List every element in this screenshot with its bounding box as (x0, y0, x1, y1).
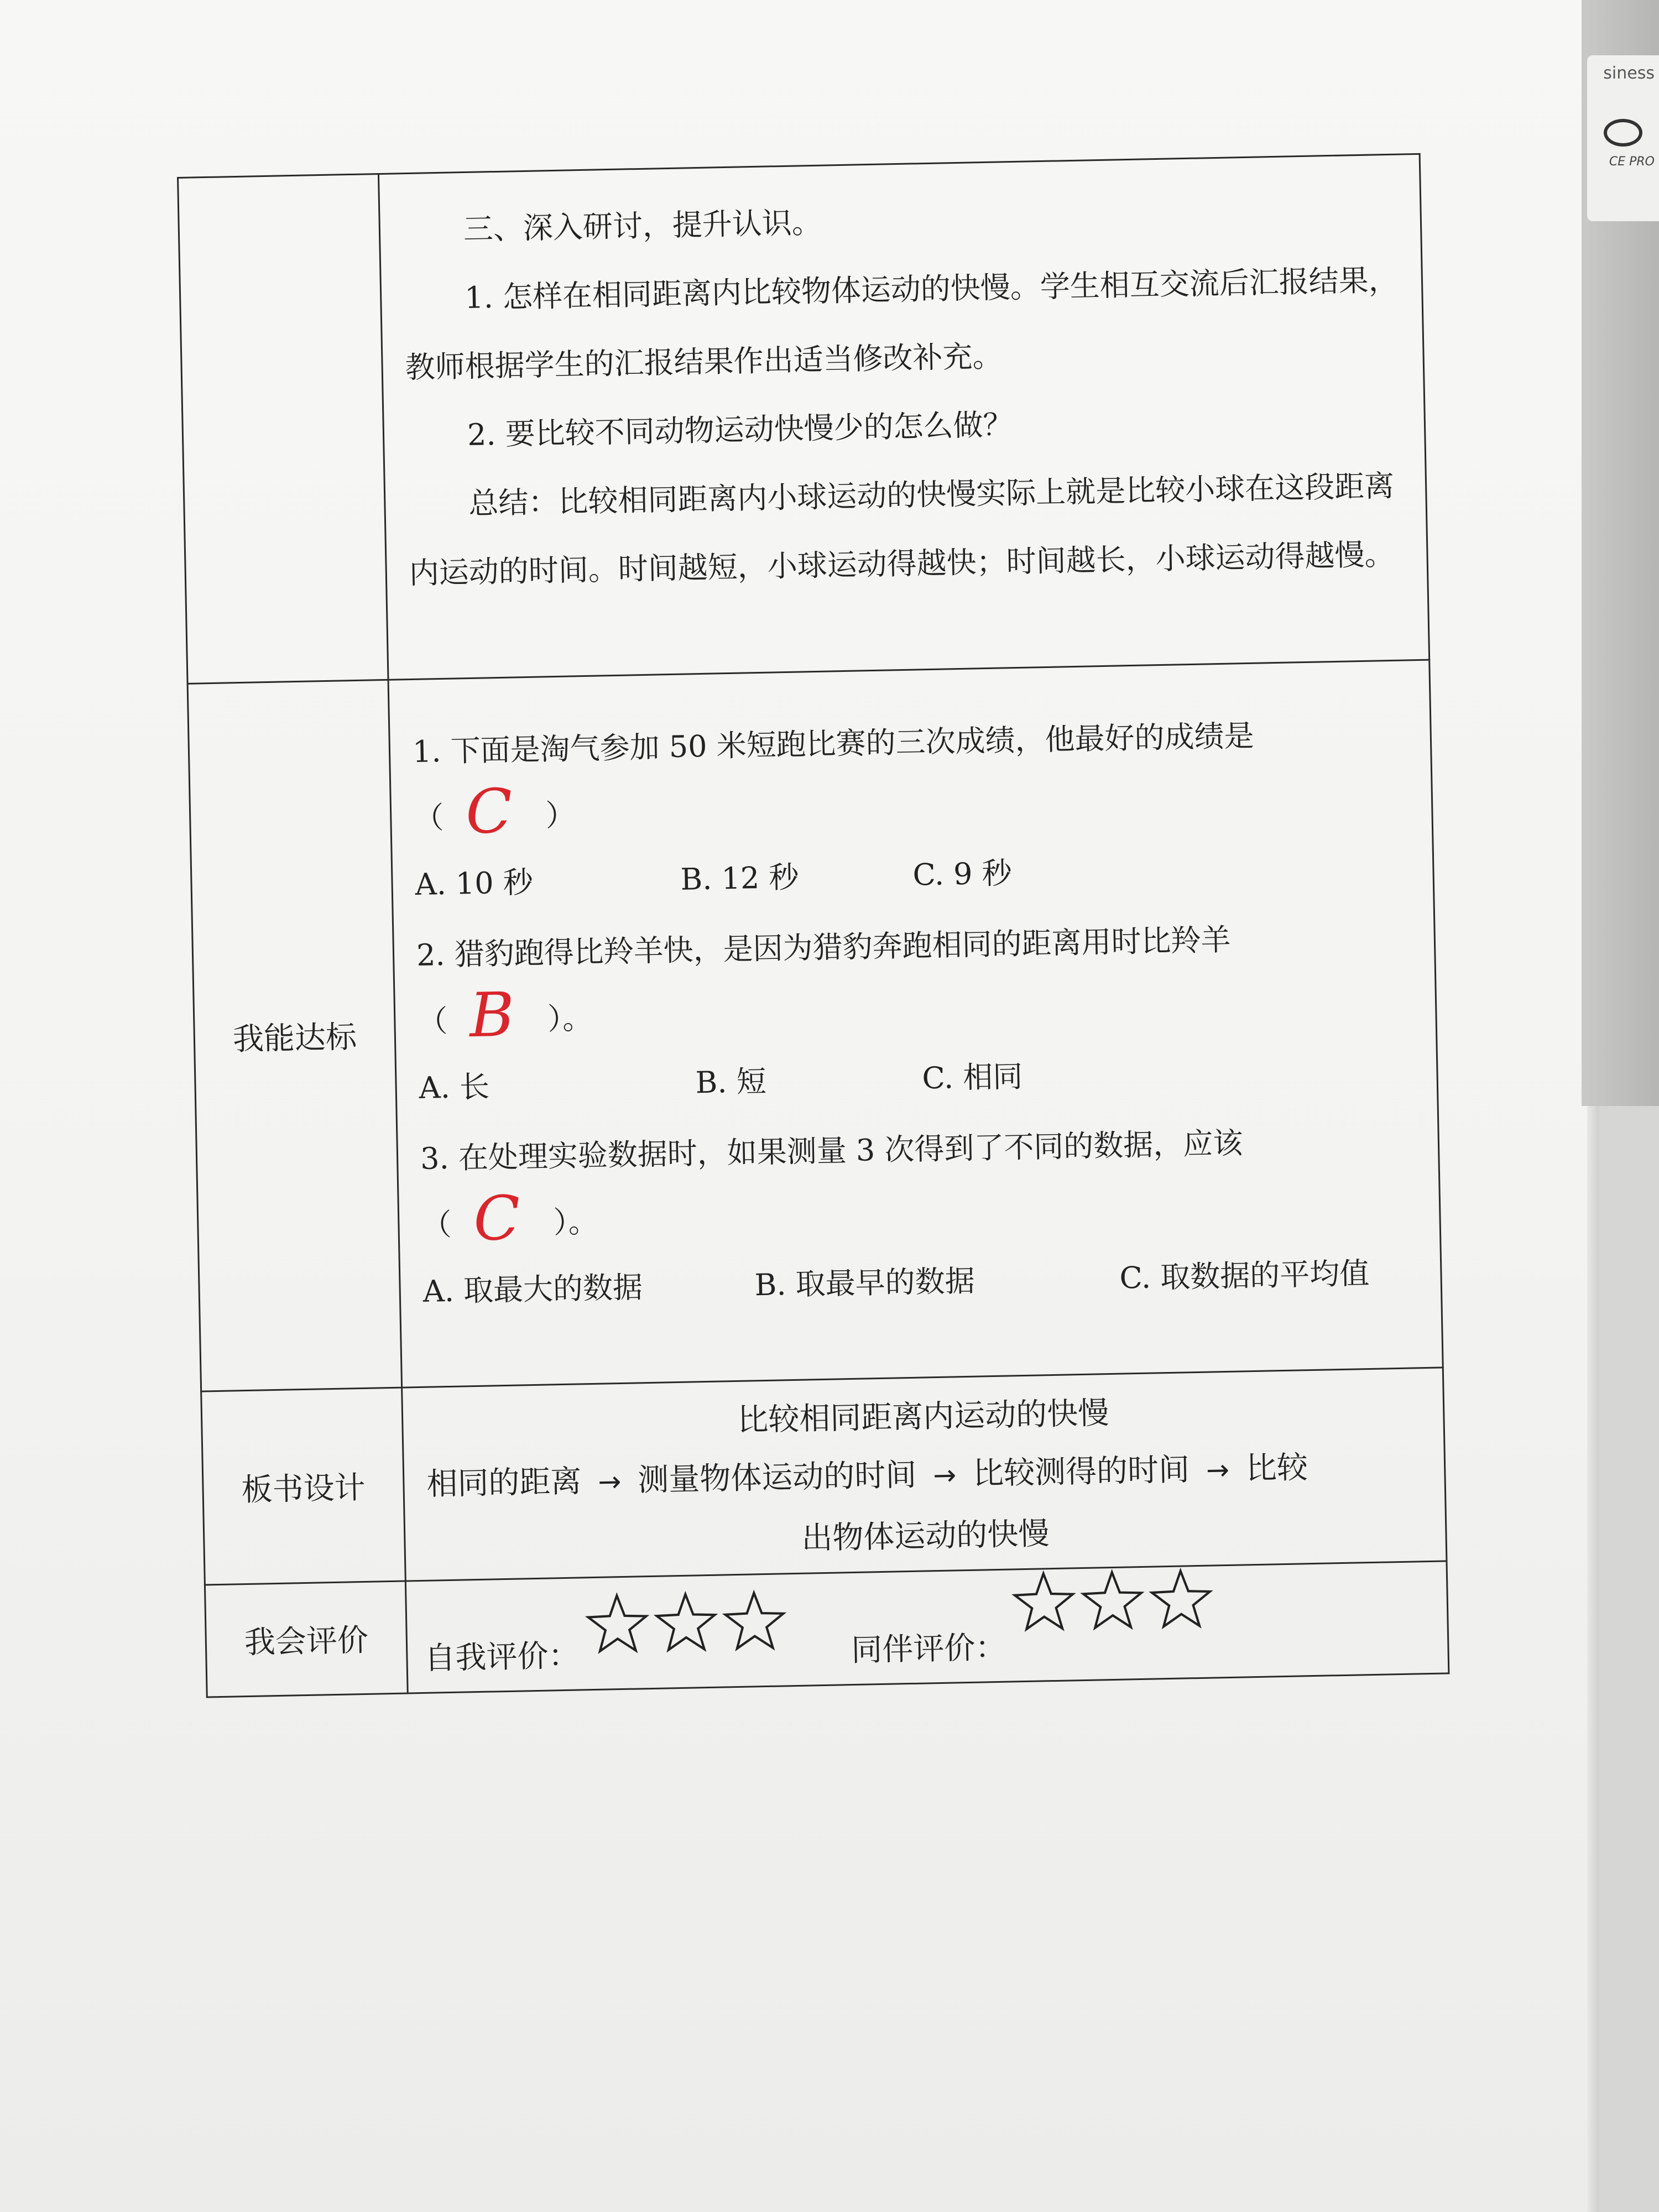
arrow-right-icon: → (1206, 1453, 1230, 1486)
question-2-option-c: C. 相同 (921, 1058, 1023, 1096)
board-step-4: 比较 (1245, 1449, 1308, 1487)
question-2-option-b: B. 短 (695, 1063, 767, 1100)
star-icon (721, 1588, 788, 1656)
question-1-option-a: A. 10 秒 (415, 864, 534, 902)
question-2-open-paren: （ (417, 1003, 448, 1039)
question-2-option-a: A. 长 (419, 1069, 490, 1105)
question-2-answer: B (468, 979, 515, 1051)
board-title: 比较相同距离内运动的快慢 (737, 1395, 1109, 1438)
question-3-open-paren: （ (421, 1207, 452, 1243)
question-3-text: 3. 在处理实验数据时，如果测量 3 次得到了不同的数据，应该 (420, 1125, 1243, 1176)
target-content-cell (388, 660, 1443, 1387)
target-label: 我能达标 (187, 680, 402, 1391)
star-icon (1079, 1568, 1146, 1635)
question-1-open-paren: （ (413, 800, 444, 836)
board-row (201, 1368, 1447, 1585)
board-step-2: 测量物体运动的时间 (637, 1457, 917, 1499)
self-evaluation-stars (583, 1588, 790, 1658)
evaluation-content-cell (405, 1561, 1449, 1693)
question-1-option-b: B. 12 秒 (680, 859, 800, 897)
question-1-text: 1. 下面是淘气参加 50 米短跑比赛的三次成绩，他最好的成绩是 (412, 718, 1255, 770)
star-icon (1147, 1566, 1215, 1634)
star-icon (652, 1590, 719, 1657)
question-1-answer: C (465, 775, 513, 848)
board-flow-tail: 出物体运动的快慢 (801, 1516, 1050, 1557)
board-step-1: 相同的距离 (426, 1463, 582, 1503)
device-sub-label: CE PRO (1609, 155, 1655, 169)
question-3-option-c: C. 取数据的平均值 (1119, 1255, 1370, 1296)
question-3-option-a: A. 取最大的数据 (422, 1270, 643, 1309)
device-logo-icon (1604, 119, 1642, 147)
question-3-answer: C (473, 1182, 521, 1255)
research-row (178, 154, 1430, 684)
peer-evaluation (850, 1566, 1218, 1670)
evaluation-label: 我会评价 (205, 1581, 408, 1697)
self-evaluation-label: 自我评价： (424, 1637, 580, 1677)
lesson-plan-table (177, 153, 1444, 1697)
target-row (187, 660, 1443, 1391)
research-content-cell (378, 154, 1429, 680)
question-1-close-paren: ） (545, 797, 576, 833)
self-evaluation (423, 1588, 791, 1678)
background-device (1582, 0, 1659, 1106)
peer-evaluation-stars (1010, 1566, 1217, 1636)
question-3-option-b: B. 取最早的数据 (754, 1263, 975, 1303)
board-content-cell (402, 1368, 1447, 1581)
question-2-close-paren: ）。 (547, 1000, 593, 1037)
board-label: 板书设计 (201, 1387, 406, 1585)
star-icon (1010, 1569, 1078, 1636)
research-summary: 总结：比较相同距离内小球运动的快慢实际上就是比较小球在这段距离内运动的时间。时间越短，小球运动得越快；时间越长，小球运动得越慢。 (409, 468, 1395, 591)
arrow-right-icon: → (932, 1459, 957, 1492)
arrow-right-icon: → (597, 1465, 622, 1498)
research-paragraph-1: 1. 怎样在相同距离内比较物体运动的快慢。学生相互交流后汇报结果，教师根据学生的汇报结果作出适当修改补充。 (405, 262, 1399, 385)
evaluation-row (205, 1561, 1448, 1697)
peer-evaluation-label: 同伴评价： (851, 1629, 1006, 1669)
star-icon (583, 1591, 651, 1658)
research-paragraph-2: 2. 要比较不同动物运动快慢少的怎么做？ (467, 407, 1014, 453)
question-1-option-c: C. 9 秒 (912, 855, 1013, 893)
board-step-3: 比较测得的时间 (972, 1452, 1190, 1492)
research-label-cell (178, 174, 388, 684)
question-2-text: 2. 猎豹跑得比羚羊快，是因为猎豹奔跑相同的距离用时比羚羊 (416, 922, 1232, 973)
question-3-close-paren: ）。 (552, 1204, 599, 1240)
research-heading: 三、深入研讨，提升认识。 (463, 205, 822, 247)
device-label: siness (1603, 64, 1655, 83)
